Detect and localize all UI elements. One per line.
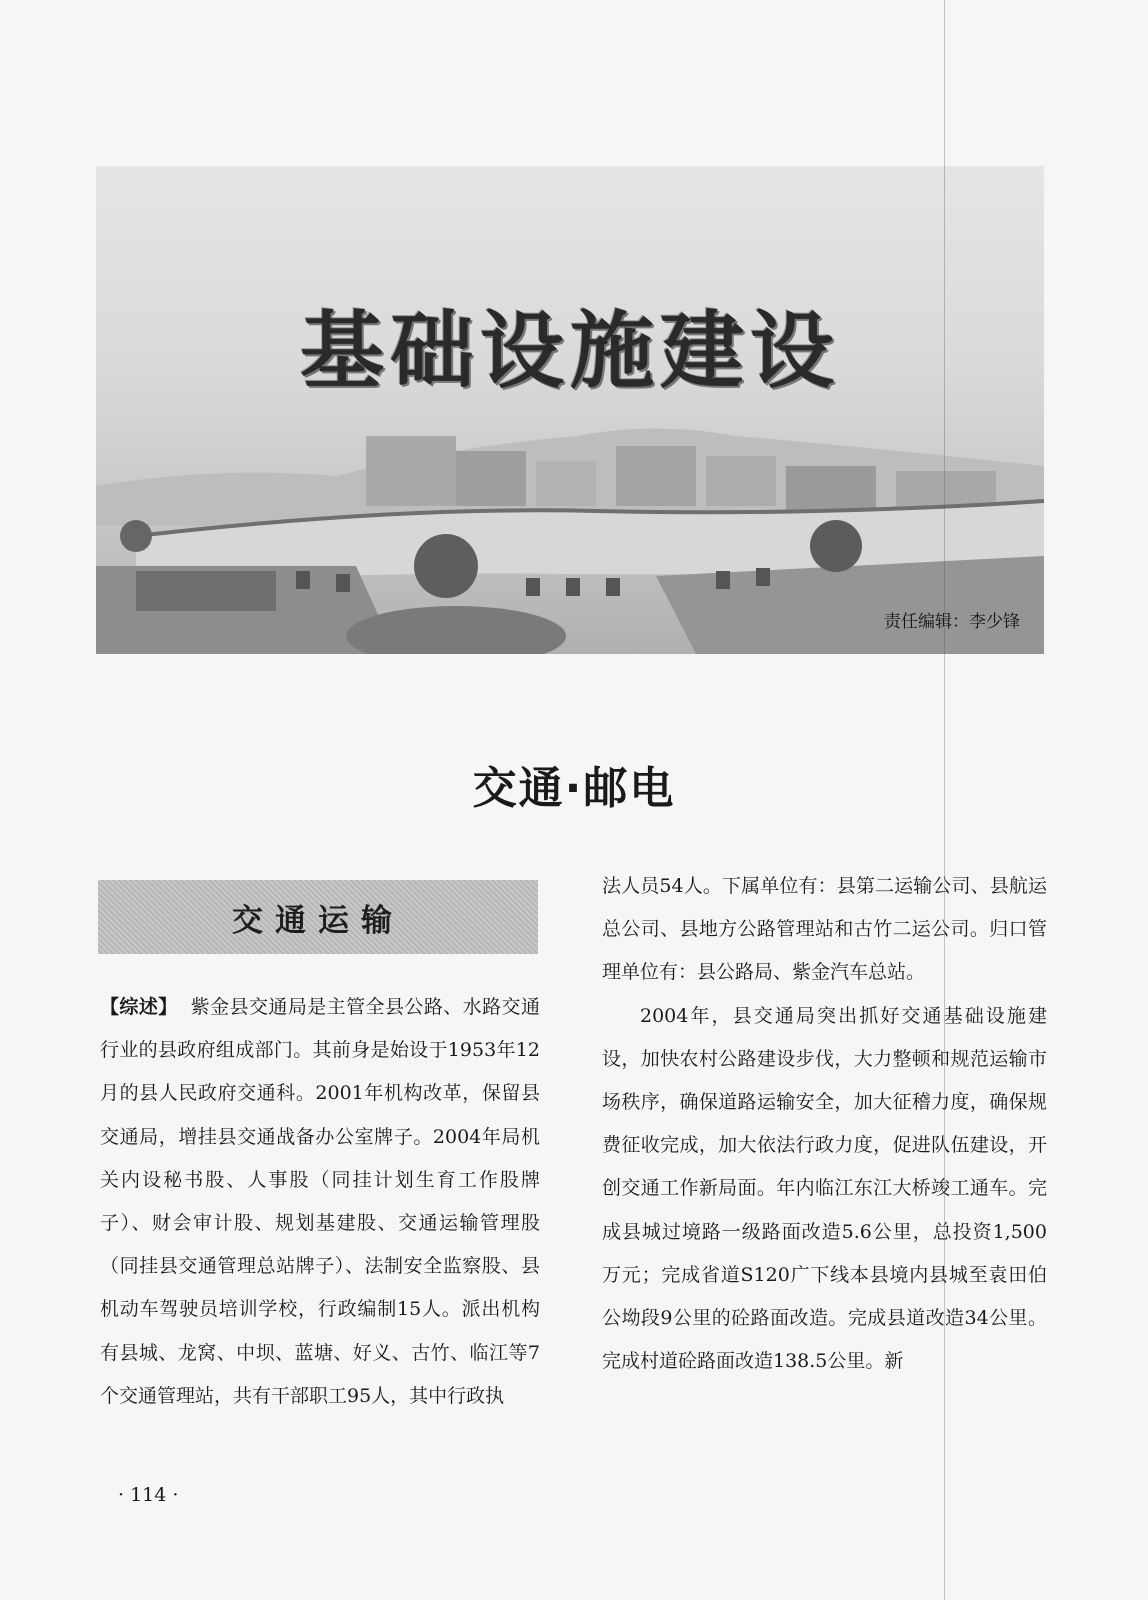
banner-title: 基础设施建设	[299, 302, 840, 400]
editor-credit: 责任编辑：李少锋	[884, 612, 1020, 632]
right-column	[602, 865, 1047, 1383]
city-river-photo	[96, 166, 1044, 654]
overview-text: 紫金县交通局是主管全县公路、水路交通行业的县政府组成部门。其前身是始设于1953年12月的县人民政府交通科。2001年机构改革，保留县交通局，增挂县交通战备办公室牌子。2004年局机关内设秘书股、人事股（同挂计划生育工作股牌子）、财会审计股、规划基建股、交通运输管理股（同挂县交通管理总站牌子）、法制安全监察股、县机动车驾驶员培训学校，行政编制15人。派出机构有县城、龙窝、中坝、蓝塘、好义、古竹、临江等7个交通管理站，共有干部职工95人，其中行政执	[100, 996, 540, 1407]
right-paragraph-2: 2004年，县交通局突出抓好交通基础设施建设，加快农村公路建设步伐，大力整顿和规范运输市场秩序，确保道路运输安全，加大征稽力度，确保规费征收完成，加大依法行政力度，促进队伍建设，开创交通工作新局面。年内临江东江大桥竣工通车。完成县城过境路一级路面改造5.6公里，总投资1,500万元；完成省道S120广下线本县境内县城至袁田伯公坳段9公里的砼路面改造。完成县道改造34公里。完成村道砼路面改造138.5公里。新	[602, 1004, 1047, 1373]
left-column	[100, 986, 540, 1418]
header-banner	[96, 166, 1044, 654]
section-title: 交通·邮电	[472, 763, 676, 814]
scan-fold-line	[944, 0, 945, 1600]
subsection-title: 交通运输	[232, 902, 404, 939]
subsection-header	[98, 880, 538, 954]
overview-label: 【综述】	[100, 996, 178, 1018]
right-paragraph-1: 法人员54人。下属单位有：县第二运输公司、县航运总公司、县地方公路管理站和古竹二运公司。归口管理单位有：县公路局、紫金汽车总站。	[602, 875, 1047, 984]
page-number: · 114 ·	[118, 1484, 179, 1506]
overview-paragraph	[100, 986, 540, 1418]
